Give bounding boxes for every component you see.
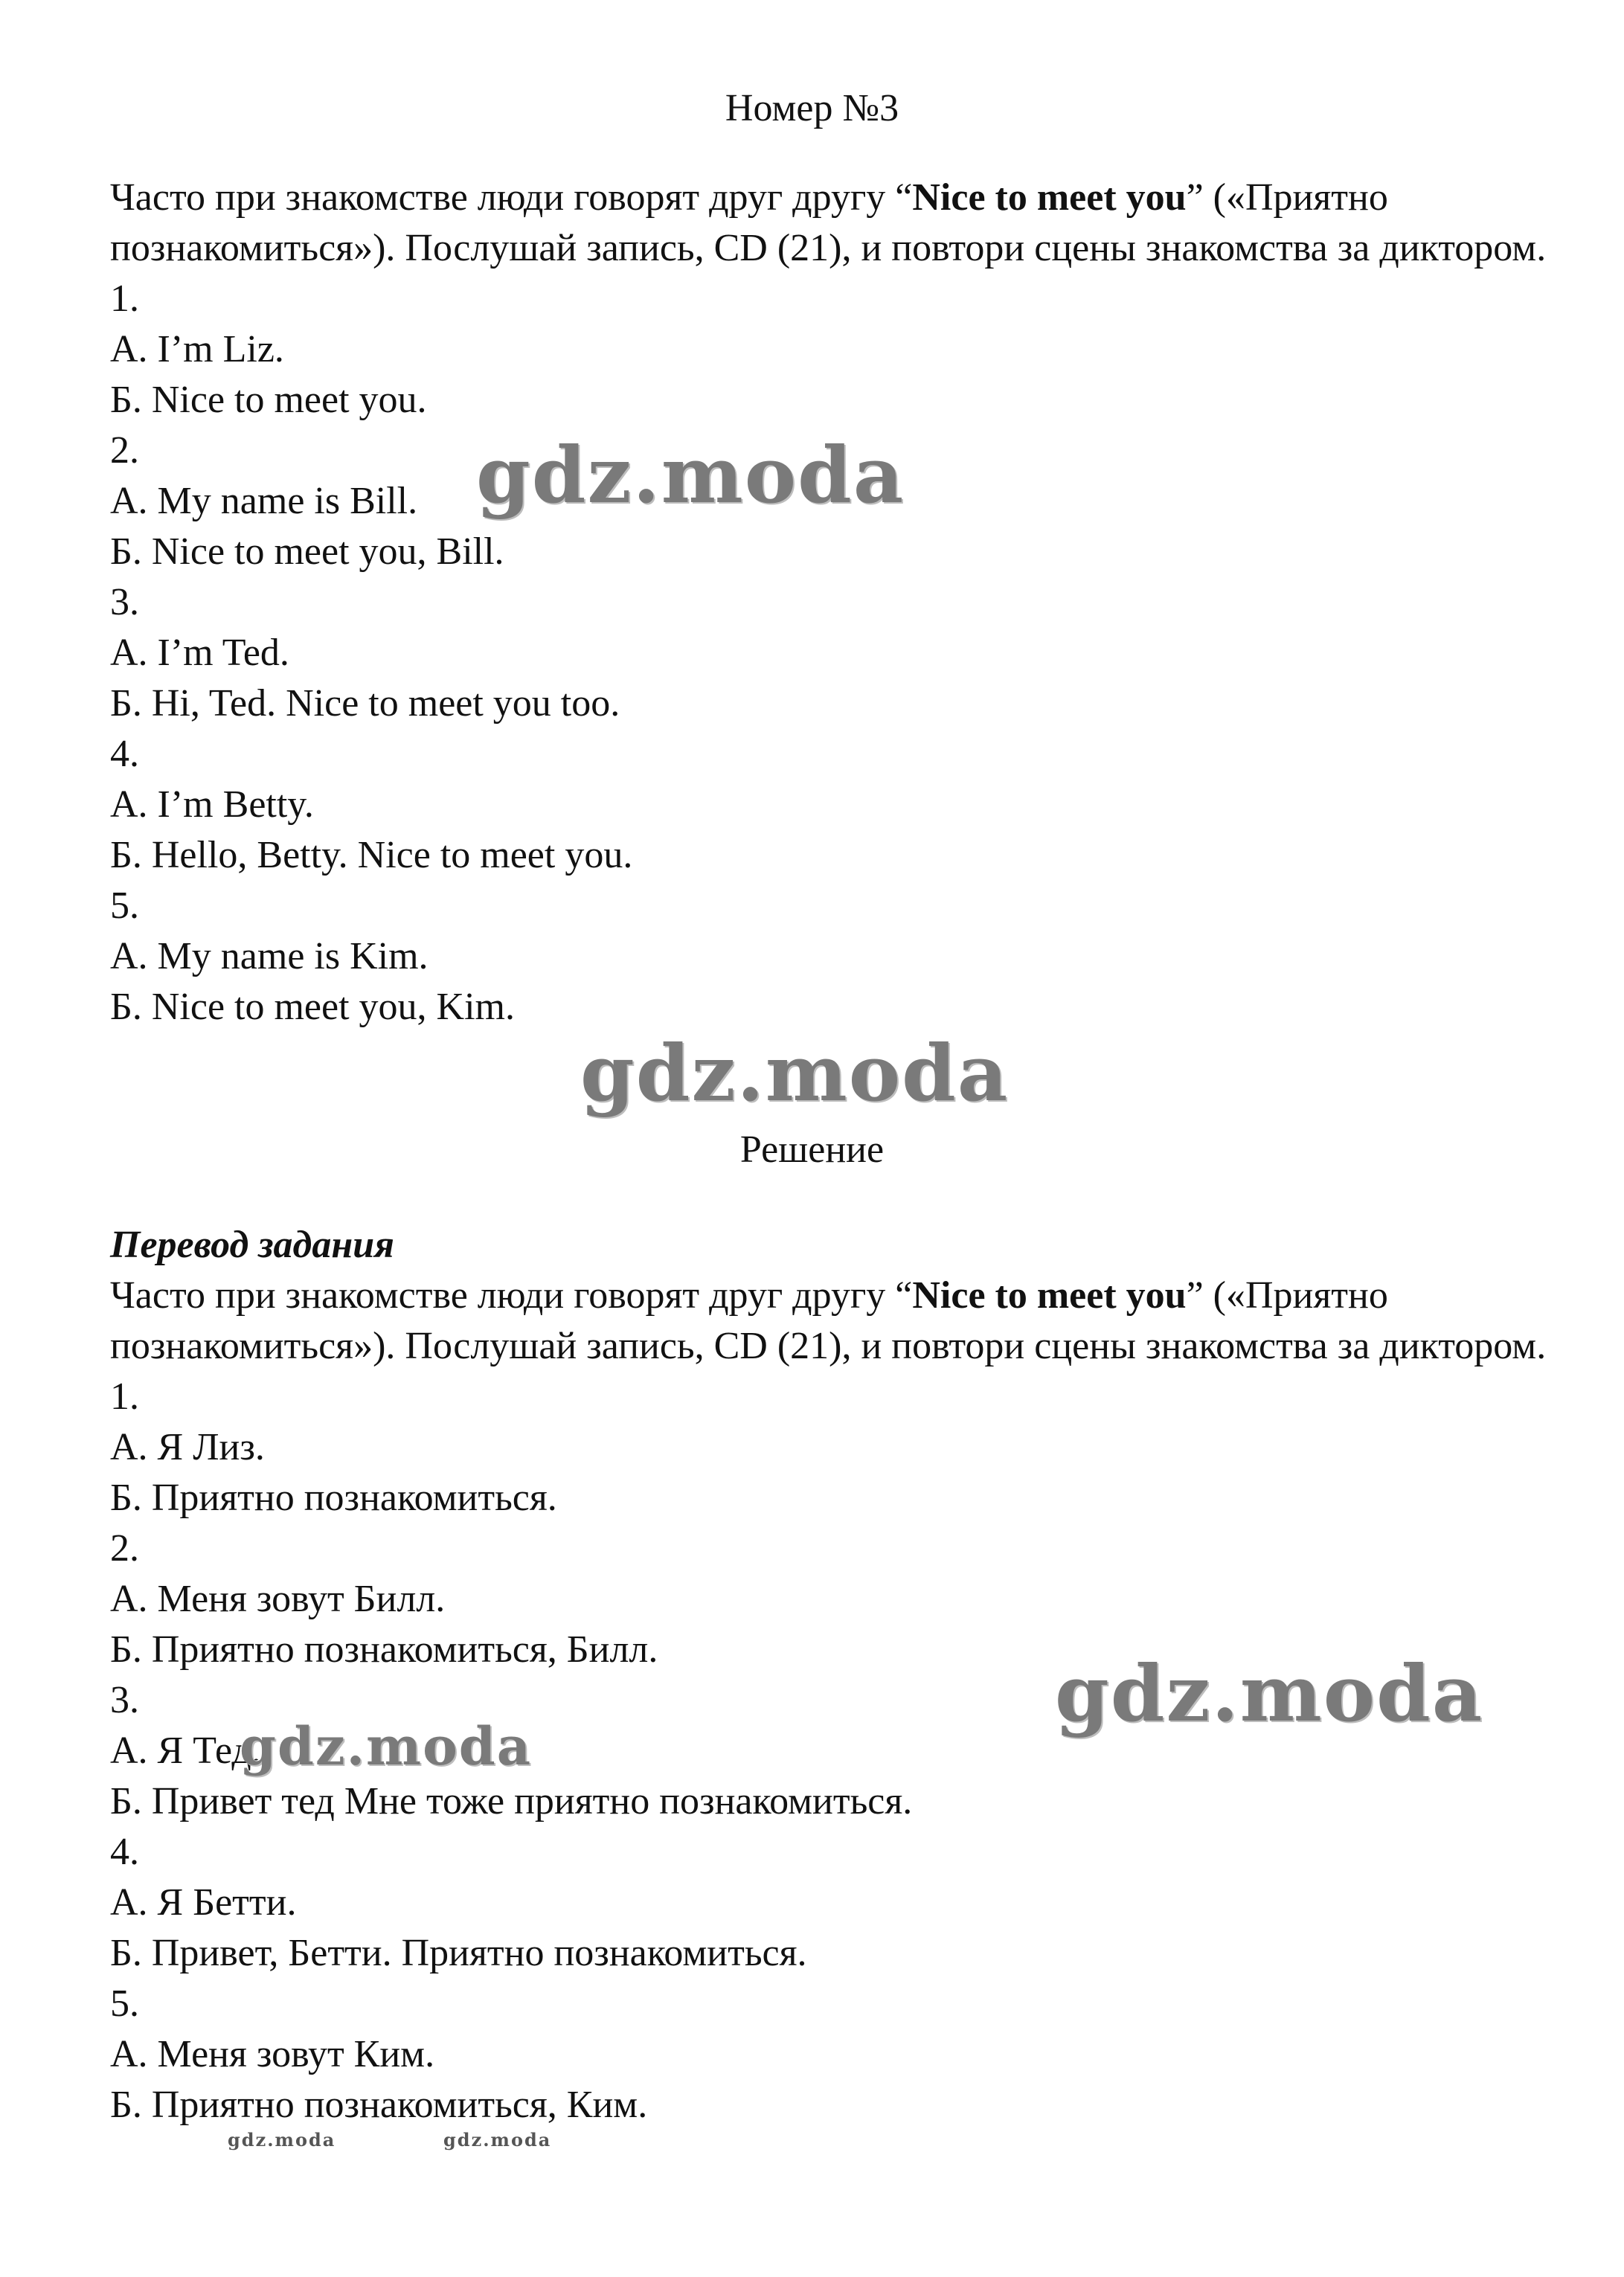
solution-dialog-5 [110,1979,1568,2130]
dialog-line-b: Б. Nice to meet you, Kim. [110,986,515,1028]
watermark: gdz.moda [443,2129,552,2151]
dialog-line-b: Б. Приятно познакомиться, Билл. [110,1628,658,1671]
dialog-number: 3. [110,581,139,623]
dialog-number: 5. [110,1982,139,2025]
task-title: Номер №3 [725,87,899,129]
watermark: gdz.moda [228,2129,336,2151]
dialog-line-a: А. I’m Ted. [110,632,289,674]
solution-dialog-1 [110,1372,1568,1523]
task-intro [110,173,1568,274]
dialog-line-a: А. I’m Liz. [110,328,284,370]
dialog-line-a: А. Я Лиз. [110,1426,265,1468]
dialog-line-a: А. My name is Bill. [110,480,418,522]
dialog-line-a: А. Меня зовут Билл. [110,1578,446,1620]
dialog-line-b: Б. Приятно познакомиться, Ким. [110,2084,648,2126]
task-intro-bold: Nice to meet you [912,176,1187,219]
task-dialog-1 [110,274,1568,425]
dialog-line-a: А. Меня зовут Ким. [110,2033,435,2075]
dialog-number: 2. [110,429,139,472]
solution-dialog-4 [110,1827,1568,1979]
task-intro-after: ” («Приятно познакомиться»). Послушай запись, CD (21), и повтори сцены знакомства за диктором. [110,176,1547,269]
dialog-line-b: Б. Привет тед Мне тоже приятно познакомиться. [110,1780,913,1822]
dialog-line-b: Б. Приятно познакомиться. [110,1477,557,1519]
task-block [110,173,1568,1032]
task-intro-before: Часто при знакомстве люди говорят друг другу “ [110,176,913,219]
watermark: gdz.moda [580,1027,1010,1119]
dialog-number: 4. [110,1831,139,1873]
watermark: gdz.moda [1055,1648,1484,1739]
task-dialog-3 [110,577,1568,729]
dialog-number: 1. [110,277,139,320]
dialog-line-a: А. My name is Kim. [110,935,429,977]
task-dialog-4 [110,729,1568,881]
dialog-line-a: А. Я Бетти. [110,1881,297,1924]
dialog-number: 1. [110,1375,139,1418]
dialog-number: 5. [110,884,139,927]
dialog-line-a: А. I’m Betty. [110,783,314,826]
dialog-line-a: А. Я Тед. [110,1730,261,1772]
dialog-number: 4. [110,733,139,775]
watermark: gdz.moda [240,1715,533,1777]
section-heading: Перевод задания [110,1224,394,1266]
solution-intro-after: ” («Приятно познакомиться»). Послушай запись, CD (21), и повтори сцены знакомства за диктором. [110,1274,1547,1367]
solution-intro [110,1271,1568,1372]
dialog-line-b: Б. Привет, Бетти. Приятно познакомиться. [110,1932,807,1974]
dialog-line-b: Б. Nice to meet you. [110,379,427,421]
dialog-number: 3. [110,1679,139,1721]
dialog-line-b: Б. Nice to meet you, Bill. [110,530,504,573]
dialog-line-b: Б. Hello, Betty. Nice to meet you. [110,834,633,876]
solution-intro-bold: Nice to meet you [912,1274,1187,1317]
watermark: gdz.moda [476,429,905,521]
solution-intro-before: Часто при знакомстве люди говорят друг другу “ [110,1274,913,1317]
dialog-number: 2. [110,1527,139,1570]
dialog-line-b: Б. Hi, Ted. Nice to meet you too. [110,682,620,725]
solution-title: Решение [739,1128,885,1171]
task-dialog-5 [110,881,1568,1032]
